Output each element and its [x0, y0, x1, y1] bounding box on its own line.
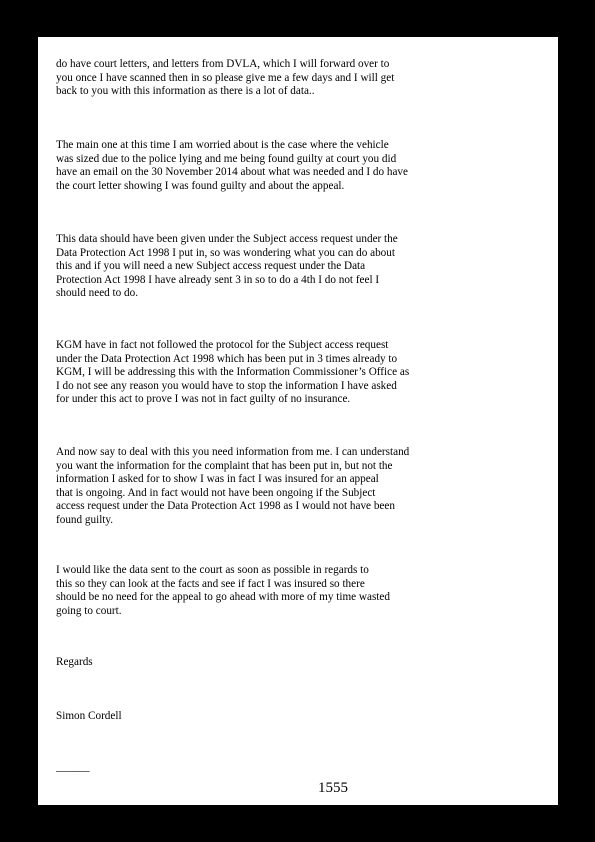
body-paragraph-4: KGM have in fact not followed the protocol for the Subject access request under the Data Protection Act 1998 which has been put in 3 times already to KGM, I will be addressing this with the Information Commissioner’s Office as I do not see any reason you would have to stop the information I have asked for under this act to prove I was not in fact guilty of no insurance. [56, 339, 410, 406]
separator-line: ——— [56, 765, 90, 777]
page-number: 1555 [318, 780, 348, 796]
body-paragraph-6: I would like the data sent to the court as soon as possible in regards to this so they can look at the facts and see if fact I was insured so there should be no need for the appeal to go ahead with more of my time wasted going to court. [56, 564, 390, 617]
document-page [38, 37, 558, 805]
body-paragraph-3: This data should have been given under the Subject access request under the Data Protection Act 1998 I put in, so was wondering what you can do about this and if you will need a new Subject access request under the Data Protection Act 1998 I have already sent 3 in so to do a 4th I do not feel I should need to do. [56, 233, 398, 300]
body-paragraph-5: And now say to deal with this you need information from me. I can understand you want the information for the complaint that has been put in, but not the information I asked for to show I was in fact I was insured for an appeal that is ongoing. And in fact would not have been ongoing if the Subject access request under the Data Protection Act 1998 as I would not have been found guilty. [56, 446, 410, 526]
signature-name: Simon Cordell [56, 710, 122, 722]
body-paragraph-2: The main one at this time I am worried about is the case where the vehicle was sized due to the police lying and me being found guilty at court you did have an email on the 30 November 2014 about what was needed and I do have the court letter showing I was found guilty and about the appeal. [56, 139, 408, 192]
closing-regards: Regards [56, 656, 93, 668]
body-paragraph-1: do have court letters, and letters from DVLA, which I will forward over to you once I have scanned then in so please give me a few days and I will get back to you with this information as there is a lot of data.. [56, 58, 395, 98]
